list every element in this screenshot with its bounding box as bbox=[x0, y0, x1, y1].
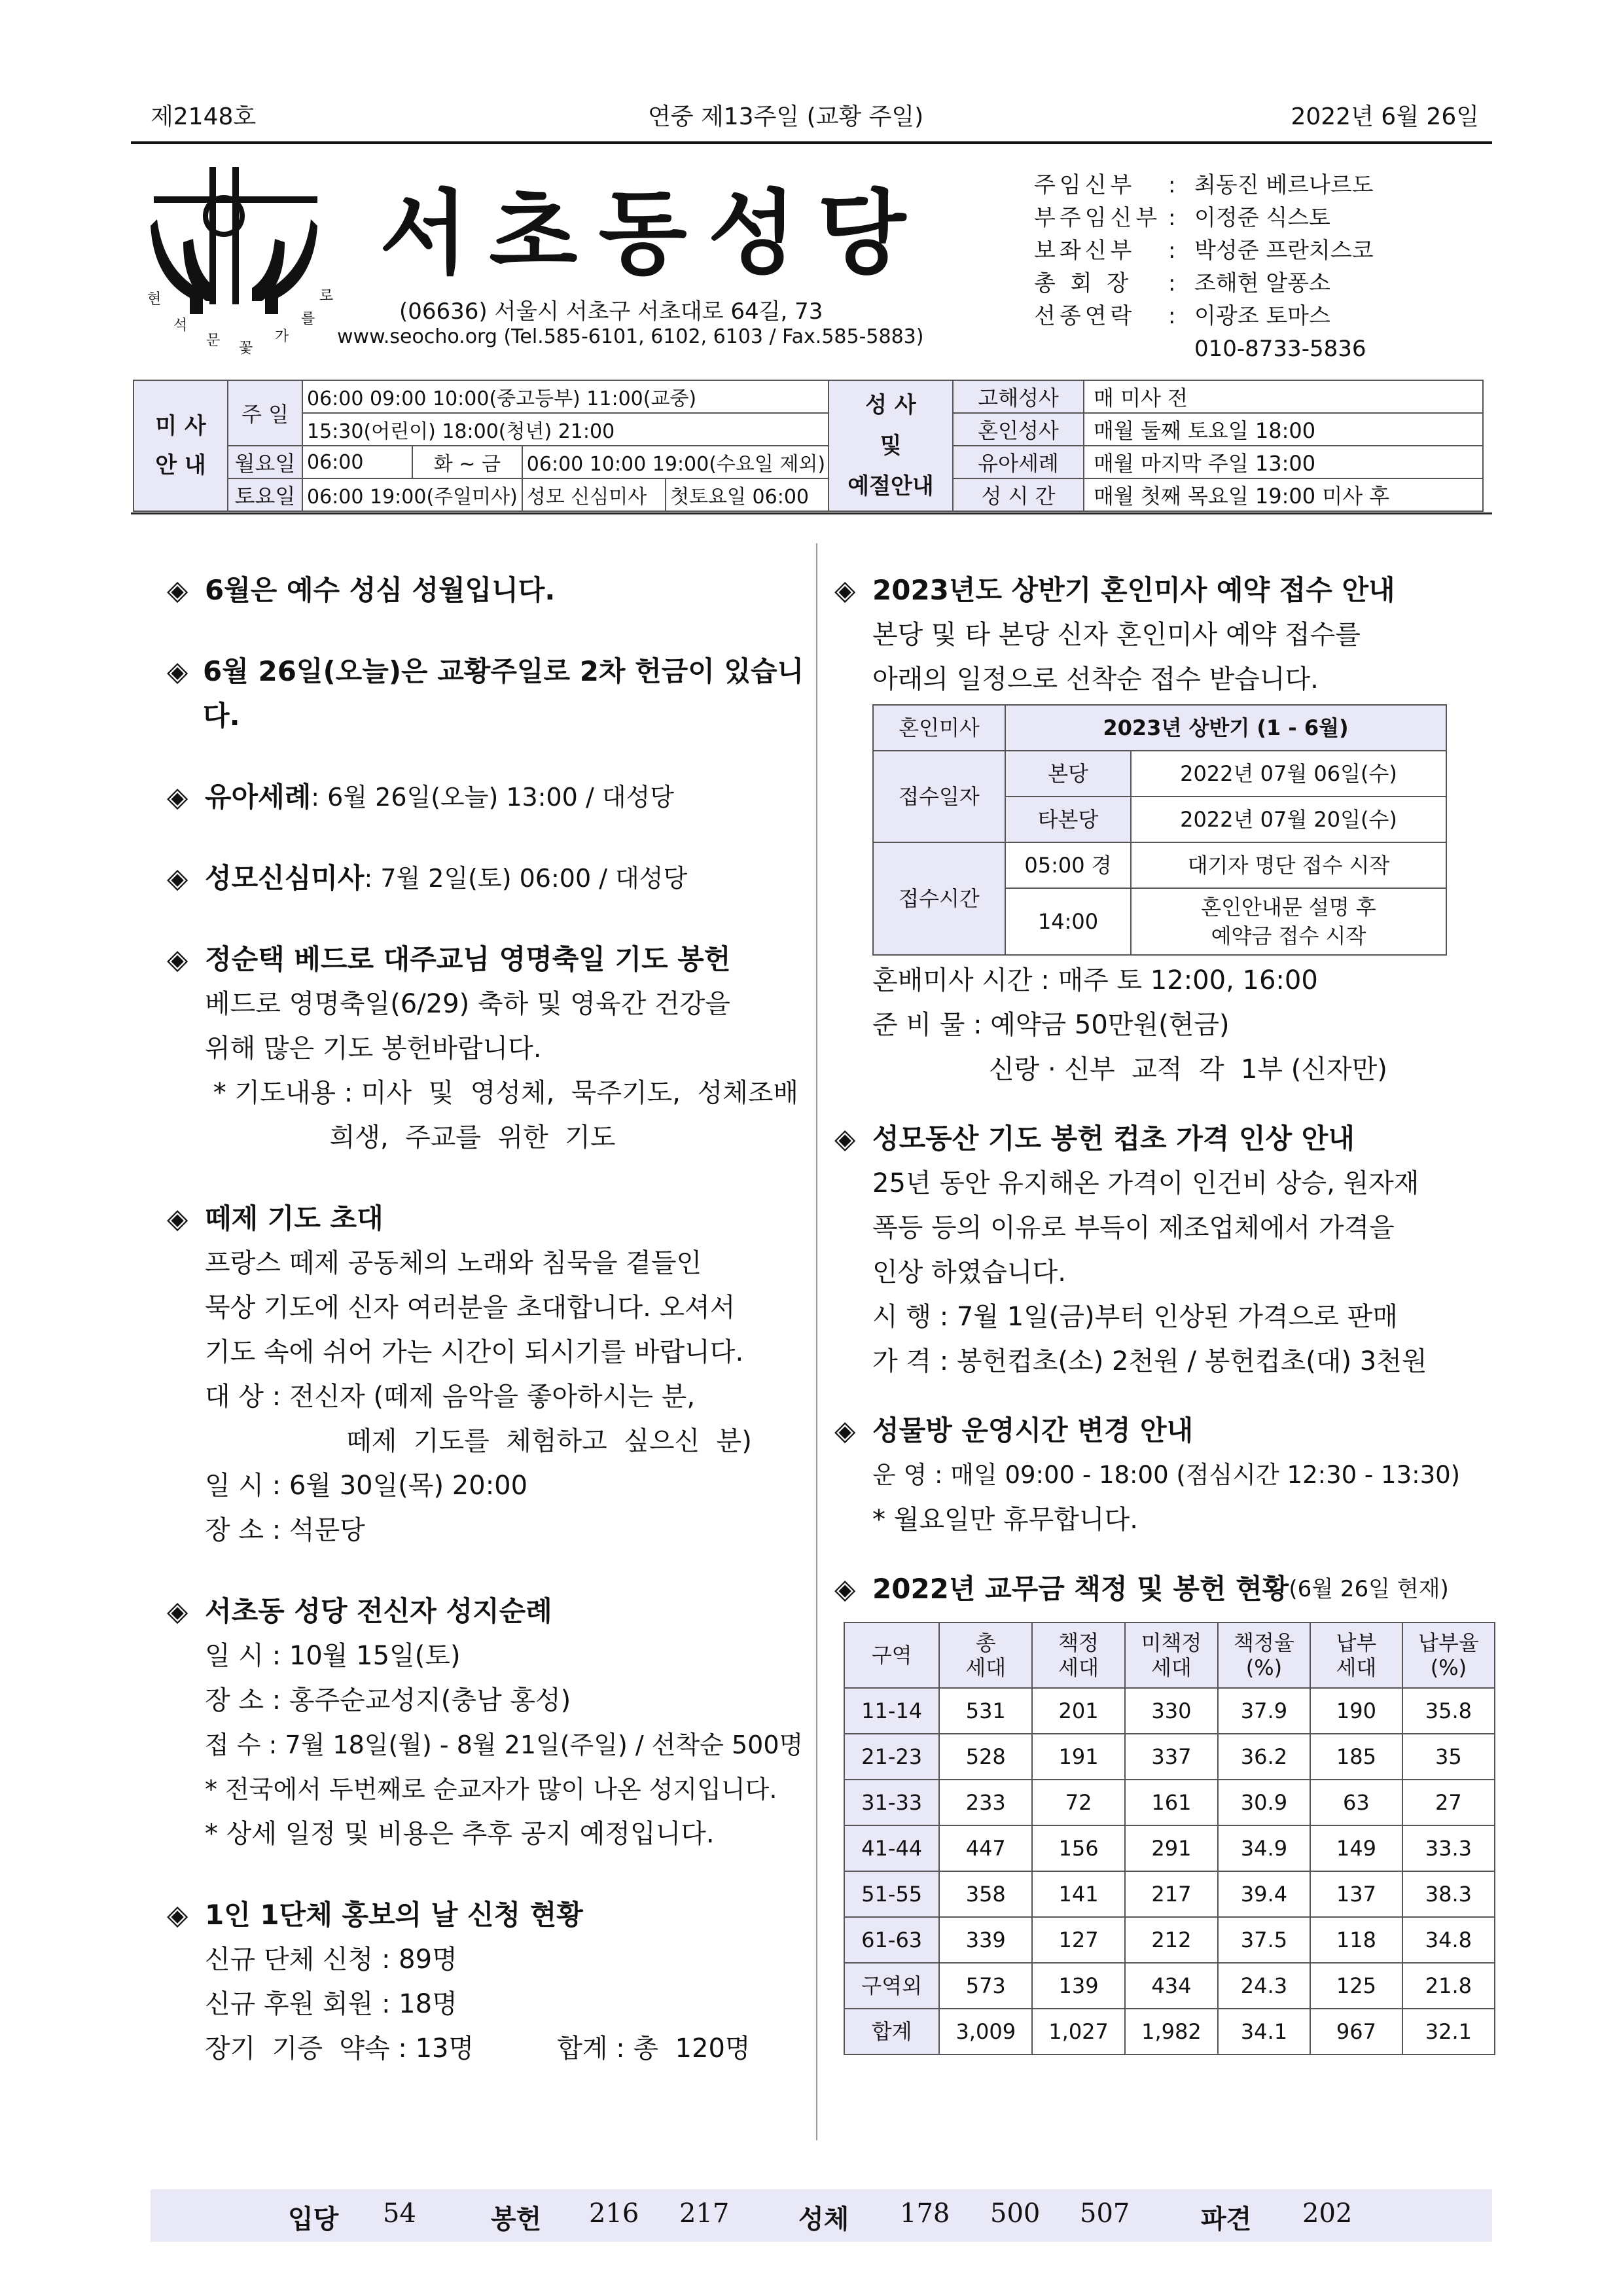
notice-line: 희생, 주교를 위한 기도 bbox=[205, 1122, 616, 1153]
dues-cell: 191 bbox=[1032, 1734, 1125, 1780]
notice-line: 일 시 : 10월 15일(토) bbox=[205, 1641, 461, 1671]
dues-column-header: 구역 bbox=[844, 1623, 939, 1688]
diamond-bullet-icon: ◈ bbox=[167, 574, 188, 606]
logo-letter: 꽃 bbox=[239, 340, 253, 357]
other-parish-label: 타본당 bbox=[1005, 797, 1131, 842]
notice-heading: ◈ 성모동산 기도 봉헌 컵초 가격 인상 안내 bbox=[834, 1117, 1495, 1161]
dismissal-label: 파견 bbox=[1201, 2204, 1252, 2234]
notice-line: 운 영 : 매일 09:00 - 18:00 (점심시간 12:30 - 13:30) bbox=[872, 1461, 1461, 1489]
diamond-bullet-icon: ◈ bbox=[167, 655, 188, 687]
sacrament-name: 성 시 간 bbox=[953, 478, 1084, 511]
dues-cell: 125 bbox=[1310, 1963, 1402, 2009]
dues-cell: 34.9 bbox=[1218, 1825, 1310, 1871]
dues-district: 21-23 bbox=[844, 1734, 939, 1780]
dues-district: 51-55 bbox=[844, 1871, 939, 1917]
notice-line: 인상 하였습니다. bbox=[872, 1257, 1066, 1287]
first-saturday-label: 성모 신심미사 bbox=[522, 478, 666, 511]
section-rule bbox=[131, 512, 1492, 514]
dues-district: 11-14 bbox=[844, 1688, 939, 1734]
left-notices bbox=[167, 568, 808, 2071]
sacrament-time: 매월 둘째 토요일 18:00 bbox=[1084, 413, 1483, 446]
dues-cell: 358 bbox=[939, 1871, 1032, 1917]
notice-line: * 월요일만 휴무합니다. bbox=[872, 1505, 1138, 1535]
notice-heading: ◈ 서초동 성당 전신자 성지순례 bbox=[167, 1589, 808, 1634]
logo-letter: 석 bbox=[173, 317, 188, 334]
weekday-time: 06:00 10:00 19:00(수요일 제외) bbox=[522, 446, 830, 478]
wedding-period: 2023년 상반기 (1 - 6월) bbox=[1005, 705, 1446, 751]
diamond-bullet-icon: ◈ bbox=[167, 943, 188, 975]
receipt-time-label: 접수시간 bbox=[873, 842, 1005, 955]
notice-line: 일 시 : 6월 30일(목) 20:00 bbox=[205, 1471, 528, 1501]
dues-cell: 967 bbox=[1310, 2009, 1402, 2054]
dues-cell: 127 bbox=[1032, 1917, 1125, 1963]
dues-district: 31-33 bbox=[844, 1780, 939, 1825]
notice-heading: ◈ 2022년 교무금 책정 및 봉헌 현황 (6월 26일 현재) bbox=[834, 1567, 1495, 1611]
notice-line: 준 비 물 : 예약금 50만원(현금) bbox=[872, 1010, 1230, 1040]
dues-cell: 30.9 bbox=[1218, 1780, 1310, 1825]
wedding-header: 혼인미사 bbox=[873, 705, 1005, 751]
dues-district: 합계 bbox=[844, 2009, 939, 2054]
table-row bbox=[844, 2009, 1495, 2054]
dues-cell: 531 bbox=[939, 1688, 1032, 1734]
issue-number: 제2148호 bbox=[151, 103, 257, 130]
dues-cell: 36.2 bbox=[1218, 1734, 1310, 1780]
dues-cell: 35 bbox=[1402, 1734, 1495, 1780]
clergy-row: 010-8733-5836 bbox=[1194, 336, 1366, 362]
dues-cell: 35.8 bbox=[1402, 1688, 1495, 1734]
notice-line: 혼배미사 시간 : 매주 토 12:00, 16:00 bbox=[872, 965, 1318, 996]
notice-line: 본당 및 타 본당 신자 혼인미사 예약 접수를 bbox=[872, 620, 1361, 650]
dues-cell: 233 bbox=[939, 1780, 1032, 1825]
diamond-bullet-icon: ◈ bbox=[834, 1573, 856, 1605]
mass-heading: 미 사 안 내 bbox=[134, 380, 228, 511]
dues-cell: 32.1 bbox=[1402, 2009, 1495, 2054]
notice-line: 25년 동안 유지해온 가격이 인건비 상승, 원자재 bbox=[872, 1168, 1419, 1198]
offering-value: 217 bbox=[679, 2198, 730, 2229]
dues-cell: 37.5 bbox=[1218, 1917, 1310, 1963]
dues-cell: 63 bbox=[1310, 1780, 1402, 1825]
parish-address: (06636) 서울시 서초구 서초대로 64길, 73 bbox=[399, 298, 823, 325]
notice-line: 베드로 영명축일(6/29) 축하 및 영육간 건강을 bbox=[205, 989, 730, 1019]
dues-cell: 137 bbox=[1310, 1871, 1402, 1917]
diamond-bullet-icon: ◈ bbox=[167, 781, 188, 813]
dues-cell: 139 bbox=[1032, 1963, 1125, 2009]
table-row bbox=[844, 1963, 1495, 2009]
notice-line: 장기 기증 약속 : 13명 합계 : 총 120명 bbox=[205, 2034, 751, 2064]
clergy-row: 선종연락 : 이광조 토마스 bbox=[1034, 303, 1330, 329]
diamond-bullet-icon: ◈ bbox=[167, 1899, 188, 1931]
dues-column-header: 납부 세대 bbox=[1310, 1623, 1402, 1688]
notice-line: 떼제 기도를 체험하고 싶으신 분) bbox=[205, 1426, 752, 1456]
header-rule bbox=[131, 141, 1492, 144]
dues-column-header: 책정 세대 bbox=[1032, 1623, 1125, 1688]
sacrament-heading: 성 사 및 예절안내 bbox=[829, 380, 953, 511]
receipt-time-2-desc: 혼인안내문 설명 후 예약금 접수 시작 bbox=[1131, 888, 1446, 955]
dues-cell: 39.4 bbox=[1218, 1871, 1310, 1917]
logo-letter: 로 bbox=[319, 288, 334, 304]
diamond-bullet-icon: ◈ bbox=[167, 1595, 188, 1627]
diamond-bullet-icon: ◈ bbox=[834, 1414, 856, 1446]
dues-cell: 33.3 bbox=[1402, 1825, 1495, 1871]
communion-value: 500 bbox=[990, 2198, 1041, 2229]
dues-cell: 185 bbox=[1310, 1734, 1402, 1780]
diamond-bullet-icon: ◈ bbox=[834, 1122, 856, 1155]
dues-cell: 24.3 bbox=[1218, 1963, 1310, 2009]
receipt-time-1: 05:00 경 bbox=[1005, 842, 1131, 888]
offering-label: 봉헌 bbox=[491, 2204, 542, 2234]
weekday-label: 화 ~ 금 bbox=[412, 446, 522, 478]
sacrament-time: 매월 첫째 목요일 19:00 미사 후 bbox=[1084, 478, 1483, 511]
table-row bbox=[844, 1780, 1495, 1825]
notice-heading: ◈ 정순택 베드로 대주교님 영명축일 기도 봉헌 bbox=[167, 937, 808, 982]
saturday-label: 토요일 bbox=[228, 478, 302, 511]
notice-line: * 전국에서 두번째로 순교자가 많이 나온 성지입니다. bbox=[205, 1775, 777, 1804]
notice-line: 아래의 일정으로 선착순 접수 받습니다. bbox=[872, 664, 1319, 694]
sacrament-name: 혼인성사 bbox=[953, 413, 1084, 446]
notice-heading: ◈ 떼제 기도 초대 bbox=[167, 1196, 808, 1241]
notice-line: 대 상 : 전신자 (떼제 음악을 좋아하시는 분, bbox=[205, 1382, 696, 1412]
mass-schedule-table bbox=[133, 380, 830, 512]
offering-value: 216 bbox=[589, 2198, 639, 2229]
dues-cell: 201 bbox=[1032, 1688, 1125, 1734]
dues-cell: 434 bbox=[1125, 1963, 1218, 2009]
logo-letter: 현 bbox=[147, 291, 162, 308]
dues-column-header: 총 세대 bbox=[939, 1623, 1032, 1688]
notice-heading: ◈ 성물방 운영시간 변경 안내 bbox=[834, 1408, 1495, 1453]
logo-letter: 문 bbox=[206, 332, 221, 349]
notice-heading: ◈ 1인 1단체 홍보의 날 신청 현황 bbox=[167, 1893, 808, 1937]
notice-heading: ◈ 6월 26일(오늘)은 교황주일로 2차 헌금이 있습니다. bbox=[167, 649, 808, 738]
dues-cell: 573 bbox=[939, 1963, 1032, 2009]
table-row bbox=[844, 1734, 1495, 1780]
diamond-bullet-icon: ◈ bbox=[167, 862, 188, 894]
main-parish-label: 본당 bbox=[1005, 751, 1131, 797]
dues-cell: 72 bbox=[1032, 1780, 1125, 1825]
church-dues-table bbox=[844, 1622, 1495, 2055]
communion-label: 성체 bbox=[798, 2204, 849, 2234]
dues-cell: 1,982 bbox=[1125, 2009, 1218, 2054]
diamond-bullet-icon: ◈ bbox=[167, 1202, 188, 1234]
dues-cell: 161 bbox=[1125, 1780, 1218, 1825]
notice-line: * 상세 일정 및 비용은 추후 공지 예정입니다. bbox=[205, 1819, 715, 1849]
notice-line: 시 행 : 7월 1일(금)부터 인상된 가격으로 판매 bbox=[872, 1302, 1398, 1332]
dues-column-header: 납부율 (%) bbox=[1402, 1623, 1495, 1688]
communion-value: 178 bbox=[900, 2198, 950, 2229]
clergy-row: 보좌신부 : 박성준 프란치스코 bbox=[1034, 238, 1374, 264]
notice-line: 묵상 기도에 신자 여러분을 초대합니다. 오셔서 bbox=[205, 1293, 736, 1323]
sacrament-table bbox=[828, 380, 1484, 512]
main-parish-date: 2022년 07월 06일(수) bbox=[1131, 751, 1446, 797]
dues-cell: 190 bbox=[1310, 1688, 1402, 1734]
parish-title: 서초동성당 bbox=[380, 181, 927, 287]
dues-cell: 528 bbox=[939, 1734, 1032, 1780]
sacrament-time: 매월 마지막 주일 13:00 bbox=[1084, 446, 1483, 478]
dues-cell: 217 bbox=[1125, 1871, 1218, 1917]
dues-cell: 291 bbox=[1125, 1825, 1218, 1871]
clergy-row: 총 회 장 : 조해현 알퐁소 bbox=[1034, 270, 1330, 296]
notice-line: 프랑스 떼제 공동체의 노래와 침묵을 곁들인 bbox=[205, 1248, 702, 1278]
dues-cell: 212 bbox=[1125, 1917, 1218, 1963]
dues-column-header: 미책정 세대 bbox=[1125, 1623, 1218, 1688]
receipt-time-1-desc: 대기자 명단 접수 시작 bbox=[1131, 842, 1446, 888]
dues-cell: 34.8 bbox=[1402, 1917, 1495, 1963]
liturgical-day: 연중 제13주일 (교황 주일) bbox=[648, 103, 924, 130]
receipt-time-2: 14:00 bbox=[1005, 888, 1131, 955]
dues-cell: 337 bbox=[1125, 1734, 1218, 1780]
sacrament-time: 매 미사 전 bbox=[1084, 380, 1483, 413]
notice-line: 신랑 · 신부 교적 각 1부 (신자만) bbox=[872, 1054, 1387, 1085]
notice-line: * 기도내용 : 미사 및 영성체, 묵주기도, 성체조배 bbox=[205, 1078, 799, 1108]
notice-heading: ◈ 2023년도 상반기 혼인미사 예약 접수 안내 bbox=[834, 568, 1495, 613]
entrance-label: 입당 bbox=[288, 2204, 339, 2234]
clergy-row: 부주임신부 : 이정준 식스토 bbox=[1034, 205, 1330, 231]
communion-value: 507 bbox=[1080, 2198, 1130, 2229]
receipt-date-label: 접수일자 bbox=[873, 751, 1005, 842]
table-row bbox=[844, 1871, 1495, 1917]
diamond-bullet-icon: ◈ bbox=[834, 574, 856, 606]
notice-line: 접 수 : 7월 18일(월) - 8월 21일(주일) / 선착순 500명 bbox=[205, 1731, 804, 1759]
dues-cell: 38.3 bbox=[1402, 1871, 1495, 1917]
clergy-list bbox=[1034, 169, 1374, 365]
notice-line: 장 소 : 홍주순교성지(충남 홍성) bbox=[205, 1685, 571, 1715]
table-row bbox=[844, 1825, 1495, 1871]
notice-heading: ◈ 성모신심미사 : 7월 2일(토) 06:00 / 대성당 bbox=[167, 856, 808, 901]
other-parish-date: 2022년 07월 20일(수) bbox=[1131, 797, 1446, 842]
dues-cell: 37.9 bbox=[1218, 1688, 1310, 1734]
dues-cell: 27 bbox=[1402, 1780, 1495, 1825]
dues-cell: 34.1 bbox=[1218, 2009, 1310, 2054]
dues-cell: 1,027 bbox=[1032, 2009, 1125, 2054]
sunday-times-2: 15:30(어린이) 18:00(청년) 21:00 bbox=[302, 413, 830, 446]
monday-label: 월요일 bbox=[228, 446, 302, 478]
dues-district: 41-44 bbox=[844, 1825, 939, 1871]
entrance-value: 54 bbox=[383, 2198, 416, 2229]
dues-cell: 156 bbox=[1032, 1825, 1125, 1871]
notice-line: 장 소 : 석문당 bbox=[205, 1515, 365, 1545]
wedding-schedule-table bbox=[872, 704, 1447, 956]
dues-cell: 118 bbox=[1310, 1917, 1402, 1963]
dues-cell: 447 bbox=[939, 1825, 1032, 1871]
issue-date: 2022년 6월 26일 bbox=[1291, 103, 1479, 130]
sunday-times-1: 06:00 09:00 10:00(중고등부) 11:00(교중) bbox=[302, 380, 830, 413]
monday-time: 06:00 bbox=[302, 446, 412, 478]
dues-cell: 141 bbox=[1032, 1871, 1125, 1917]
notice-line: 신규 단체 신청 : 89명 bbox=[205, 1945, 457, 1975]
notice-line: 신규 후원 회원 : 18명 bbox=[205, 1989, 457, 2019]
parish-logo bbox=[144, 160, 340, 357]
sunday-label: 주 일 bbox=[228, 380, 302, 446]
sacrament-name: 고해성사 bbox=[953, 380, 1084, 413]
notice-line: 폭등 등의 이유로 부득이 제조업체에서 가격을 bbox=[872, 1213, 1395, 1243]
notice-heading: ◈ 6월은 예수 성심 성월입니다. bbox=[167, 568, 808, 613]
dismissal-value: 202 bbox=[1302, 2198, 1353, 2229]
header-line bbox=[131, 98, 1492, 137]
notice-line: 위해 많은 기도 봉헌바랍니다. bbox=[205, 1033, 542, 1064]
saturday-time: 06:00 19:00(주일미사) bbox=[302, 478, 522, 511]
logo-letter: 가 bbox=[275, 329, 289, 345]
dues-district: 61-63 bbox=[844, 1917, 939, 1963]
clergy-row: 주임신부 : 최동진 베르나르도 bbox=[1034, 172, 1374, 198]
attendance-bar bbox=[151, 2189, 1492, 2242]
dues-cell: 339 bbox=[939, 1917, 1032, 1963]
table-row bbox=[844, 1688, 1495, 1734]
dues-cell: 330 bbox=[1125, 1688, 1218, 1734]
parish-contact: www.seocho.org (Tel.585-6101, 6102, 6103 / Fax.585-5883) bbox=[337, 325, 924, 348]
notice-heading: ◈ 유아세례 : 6월 26일(오늘) 13:00 / 대성당 bbox=[167, 775, 808, 819]
right-notices bbox=[834, 568, 1495, 2055]
dues-district: 구역외 bbox=[844, 1963, 939, 2009]
first-saturday-time: 첫토요일 06:00 bbox=[666, 478, 830, 511]
dues-column-header: 책정율 (%) bbox=[1218, 1623, 1310, 1688]
logo-letter: 를 bbox=[301, 311, 315, 327]
notice-line: 가 격 : 봉헌컵초(소) 2천원 / 봉헌컵초(대) 3천원 bbox=[872, 1346, 1427, 1376]
notice-line: 기도 속에 쉬어 가는 시간이 되시기를 바랍니다. bbox=[205, 1337, 744, 1367]
column-divider bbox=[816, 543, 817, 2140]
dues-cell: 3,009 bbox=[939, 2009, 1032, 2054]
table-row bbox=[844, 1917, 1495, 1963]
dues-cell: 149 bbox=[1310, 1825, 1402, 1871]
dues-cell: 21.8 bbox=[1402, 1963, 1495, 2009]
sacrament-name: 유아세례 bbox=[953, 446, 1084, 478]
